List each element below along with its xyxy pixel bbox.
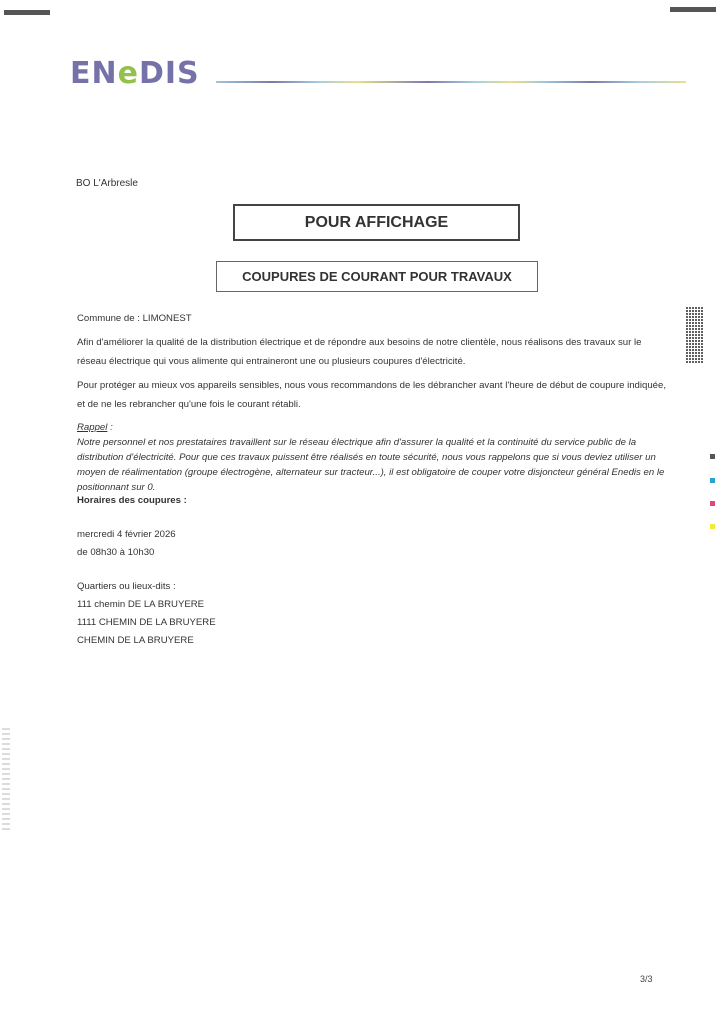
schedule-date: mercredi 4 février 2026 [77, 529, 176, 540]
rappel-heading [77, 420, 667, 435]
registration-mark-cyan [710, 478, 715, 483]
paragraph-advice: Pour protéger au mieux vos appareils sensibles, nous vous recommandons de les débrancher avant l'heure de début de coupure indiquée, et de ne les rebrancher qu'une fois le courant rétabli. [77, 380, 667, 410]
locations-heading: Quartiers ou lieux-dits : [77, 581, 176, 592]
rappel-suffix: : [107, 422, 113, 433]
rappel-label: Rappel [77, 422, 108, 433]
subtitle-box [216, 261, 538, 292]
title-text: POUR AFFICHAGE [304, 213, 449, 231]
page-number: 3/3 [640, 974, 653, 984]
paragraph-intro: Afin d'améliorer la qualité de la distribution électrique et de répondre aux besoins de notre clientèle, nous réalisons des travaux sur le réseau électrique qui vous alimente qui entraineront une ou plusieurs coupures d'électricité. [77, 337, 642, 367]
scan-mark-top-right [670, 7, 716, 12]
registration-mark-yellow [710, 524, 715, 529]
office-name: BO L'Arbresle [76, 178, 138, 189]
header-divider [216, 81, 686, 83]
rappel-block [77, 420, 667, 495]
margin-print-code [2, 725, 10, 830]
location-item: 1111 CHEMIN DE LA BRUYERE [77, 617, 216, 628]
logo-part-en: EN [70, 56, 118, 91]
title-box [233, 204, 520, 241]
logo-part-dis: DIS [138, 56, 200, 91]
commune-line: Commune de : LIMONEST [77, 313, 192, 324]
schedule-time: de 08h30 à 10h30 [77, 547, 155, 558]
location-item: CHEMIN DE LA BRUYERE [77, 635, 194, 646]
datamatrix-overlay [686, 307, 703, 363]
location-item: 111 chemin DE LA BRUYERE [77, 599, 205, 610]
logo-part-e: e [117, 56, 139, 91]
registration-mark-black [710, 454, 715, 459]
schedule-heading: Horaires des coupures : [77, 495, 187, 506]
rappel-text: Notre personnel et nos prestataires travaillent sur le réseau électrique afin d'assurer la qualité et la continuité du service public de la distribution d'électricité. Pour que ces travaux puissent être réalisés en toute sécurité, nous vous rappelons que si vous deviez utiliser un moyen de réalimentation (groupe électrogène, alternateur sur tracteur...), il est obligatoire de couper votre disjoncteur général Enedis en le positionnant sur 0. [77, 437, 665, 493]
registration-mark-magenta [710, 501, 715, 506]
enedis-logo [70, 56, 200, 91]
scan-mark-top-left [4, 10, 50, 15]
subtitle-text: COUPURES DE COURANT POUR TRAVAUX [242, 269, 512, 284]
